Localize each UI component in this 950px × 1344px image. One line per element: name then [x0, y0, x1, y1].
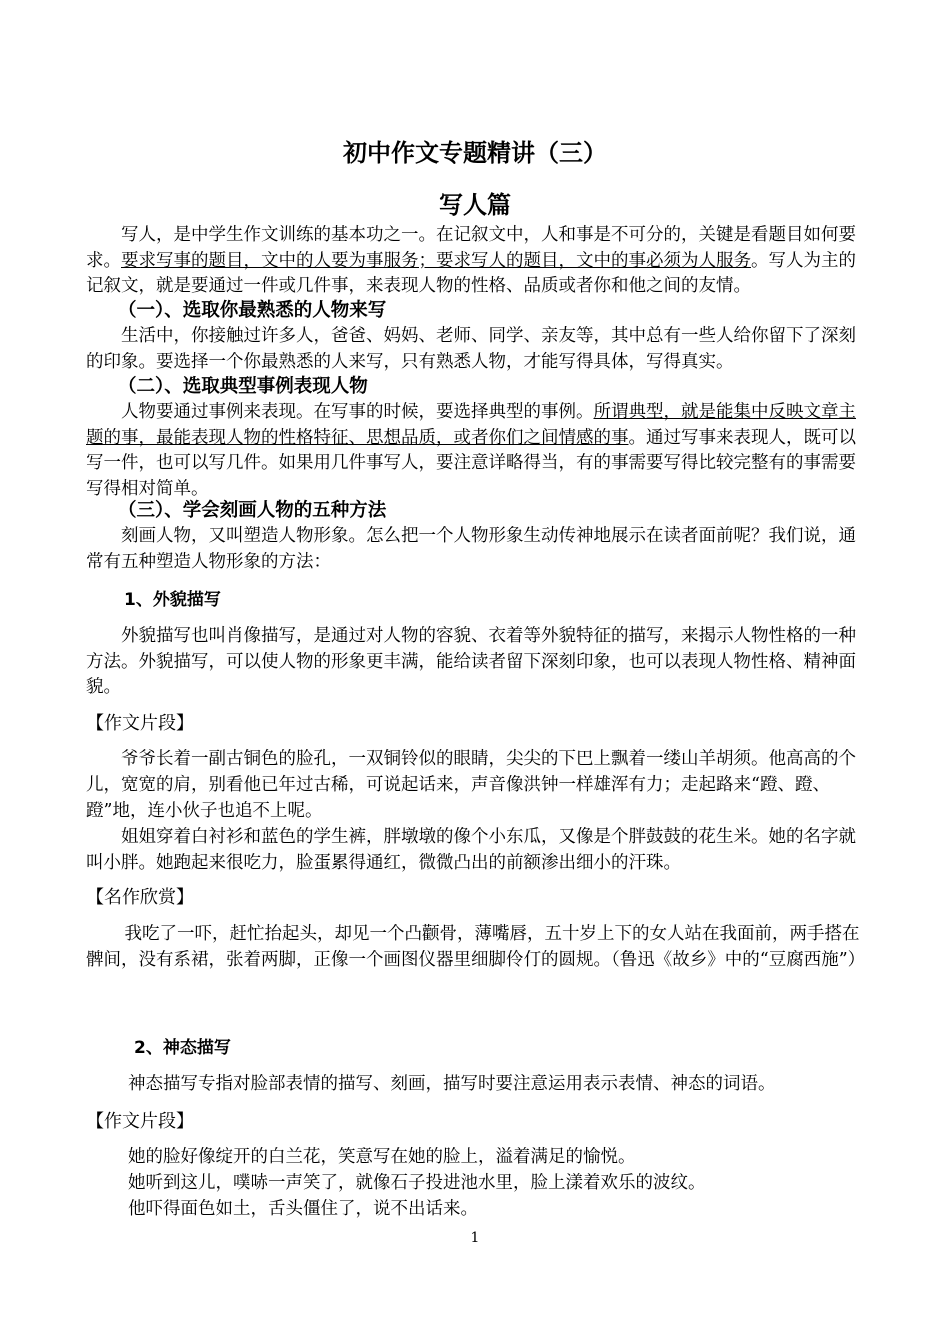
method1-classic	[86, 921, 872, 973]
method1-heading: 1、外貌描写	[124, 590, 221, 610]
section1-heading: （一）、选取你最熟悉的人物来写	[118, 300, 387, 321]
document-subtitle: 写人篇	[439, 191, 511, 219]
intro-paragraph	[86, 223, 872, 300]
method2-lines	[128, 1144, 868, 1222]
fragment-paragraph: 姐姐穿着白衬衫和蓝色的学生裤，胖墩墩的像个小东瓜，又像是个胖鼓鼓的花生米。她的名字就叫小胖。她跑起来很吃力，脸蛋累得通红，微微凸出的前额渗出细小的汗珠。	[86, 827, 856, 873]
method1-fragments	[86, 746, 872, 876]
section1-paragraph	[86, 324, 872, 375]
section3-text: 刻画人物，又叫塑造人物形象。怎么把一个人物形象生动传神地展示在读者面前呢？我们说，通常有五种塑造人物形象的方法：	[86, 526, 856, 572]
section2-paragraph	[86, 400, 872, 502]
intro-underlined: 要求写事的题目，文中的人要为事服务；要求写人的题目，文中的事必须为人服务	[121, 250, 751, 271]
method2-text: 神态描写专指对脸部表情的描写、刻画，描写时要注意运用表示表情、神态的词语。	[128, 1074, 776, 1094]
section1-text: 生活中，你接触过许多人，爸爸、妈妈、老师、同学、亲友等，其中总有一些人给你留下了深刻的印象。要选择一个你最熟悉的人来写，只有熟悉人物，才能写得具体，写得真实。	[86, 326, 856, 372]
method2-heading: 2、神态描写	[134, 1038, 231, 1058]
section2-text: 人物要通过事例来表现。在写事的时候，要选择典型的事例。	[121, 402, 594, 422]
intro-text: 写人，是中学生作文训练的基本功之一。在记叙文中，人和事是不可分的，关键是看题目如何要求。	[86, 225, 856, 271]
method1-classic-label: 【名作欣赏】	[86, 887, 194, 908]
intro-text-end: 。写人为主的记叙文，就是要通过一件或几件事，来表现人物的性格、品质或者你和他之间的友情。	[86, 250, 856, 296]
page-number: 1	[470, 1230, 480, 1246]
fragment-line: 她听到这儿，噗哧一声笑了，就像石子投进池水里，脸上漾着欢乐的波纹。	[128, 1173, 706, 1193]
method1-fragment-label: 【作文片段】	[86, 713, 194, 734]
fragment-line: 她的脸好像绽开的白兰花，笑意写在她的脸上，溢着满足的愉悦。	[128, 1147, 636, 1167]
document-title: 初中作文专题精讲（三）	[343, 139, 607, 167]
fragment-paragraph: 爷爷长着一副古铜色的脸孔，一双铜铃似的眼睛，尖尖的下巴上飘着一缕山羊胡须。他高高的个儿，宽宽的肩，别看他已年过古稀，可说起话来，声音像洪钟一样雄浑有力；走起路来“蹬、蹬、蹬”地，连小伙子也追不上呢。	[86, 749, 856, 821]
method2-paragraph	[86, 1072, 872, 1098]
method1-paragraph	[86, 624, 872, 701]
section2-underlined: 所谓典型，就是能集中反映文章主题的事，最能表现人物的性格特征、思想品质，或者你们之间情感的事	[86, 402, 856, 448]
method2-fragment-label: 【作文片段】	[86, 1111, 194, 1132]
section2-text-end: 。通过写事来表现人，既可以写一件，也可以写几件。如果用几件事写人，要注意详略得当，有的事需要写得比较完整有的事需要写得相对简单。	[86, 427, 856, 499]
section3-heading: （三）、学会刻画人物的五种方法	[118, 500, 387, 521]
section2-heading: （二）、选取典型事例表现人物	[118, 376, 368, 397]
fragment-line: 他吓得面色如土，舌头僵住了，说不出话来。	[128, 1199, 478, 1219]
method1-text: 外貌描写也叫肖像描写，是通过对人物的容貌、衣着等外貌特征的描写，来揭示人物性格的一种方法。外貌描写，可以使人物的形象更丰满，能给读者留下深刻印象，也可以表现人物性格、精神面貌。	[86, 626, 856, 697]
classic-text: 我吃了一吓，赶忙抬起头，却见一个凸颧骨，薄嘴唇，五十岁上下的女人站在我面前，两手搭在髀间，没有系裙，张着两脚，正像一个画图仪器里细脚伶仃的圆规。（鲁迅《故乡》中的“豆腐西施”）	[86, 924, 866, 970]
section3-paragraph	[86, 524, 872, 575]
